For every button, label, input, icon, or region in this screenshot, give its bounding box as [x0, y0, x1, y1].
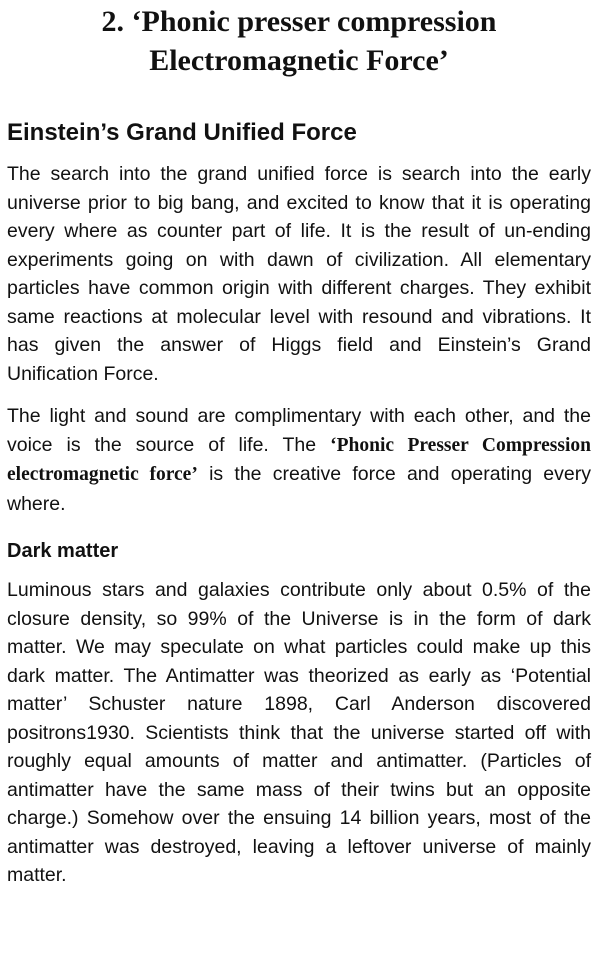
- section-paragraph-2: [7, 402, 591, 518]
- section-paragraph-1: The search into the grand unified force is search into the early universe prior to big bang, and excited to know that it is operating every where as counter part of life. It is the result of un-ending experiments going on with dawn of civilization. All elementary particles have common origin with different charges. They exhibit same reactions at molecular level with resound and vibrations. It has given the answer of Higgs field and Einstein’s Grand Unification Force.: [7, 163, 591, 385]
- dark-matter-paragraph: Luminous stars and galaxies contribute only about 0.5% of the closure density, so 99% of the Universe is in the form of dark matter. We may speculate on what particles could make up this dark matter. The Antimatter was theorized as early as ‘Potential matter’ Schuster nature 1898, Carl Anderson discovered positrons1930. Scientists think that the universe started off with roughly equal amounts of matter and antimatter. (Particles of antimatter have the same mass of their twins but an opposite charge.) Somehow over the ensuing 14 billion years, most of the antimatter was destroyed, leaving a leftover universe of mainly matter.: [7, 579, 591, 886]
- section-heading: Einstein’s Grand Unified Force: [7, 119, 357, 146]
- emphasized-force-name: ‘Phonic Presser Compression electromagnetic force’: [7, 434, 591, 485]
- chapter-title: [7, 0, 591, 80]
- paragraph-2-end: is the creative force and operating every where.: [7, 463, 591, 515]
- paragraph-2-start: The light and sound are complimentary with each other, and the voice is the source of life. The: [7, 405, 591, 456]
- chapter-title-line-1: 2. ‘Phonic presser compression: [101, 5, 497, 38]
- subsection-heading: Dark matter: [7, 540, 119, 562]
- chapter-title-line-2: Electromagnetic Force’: [149, 44, 449, 77]
